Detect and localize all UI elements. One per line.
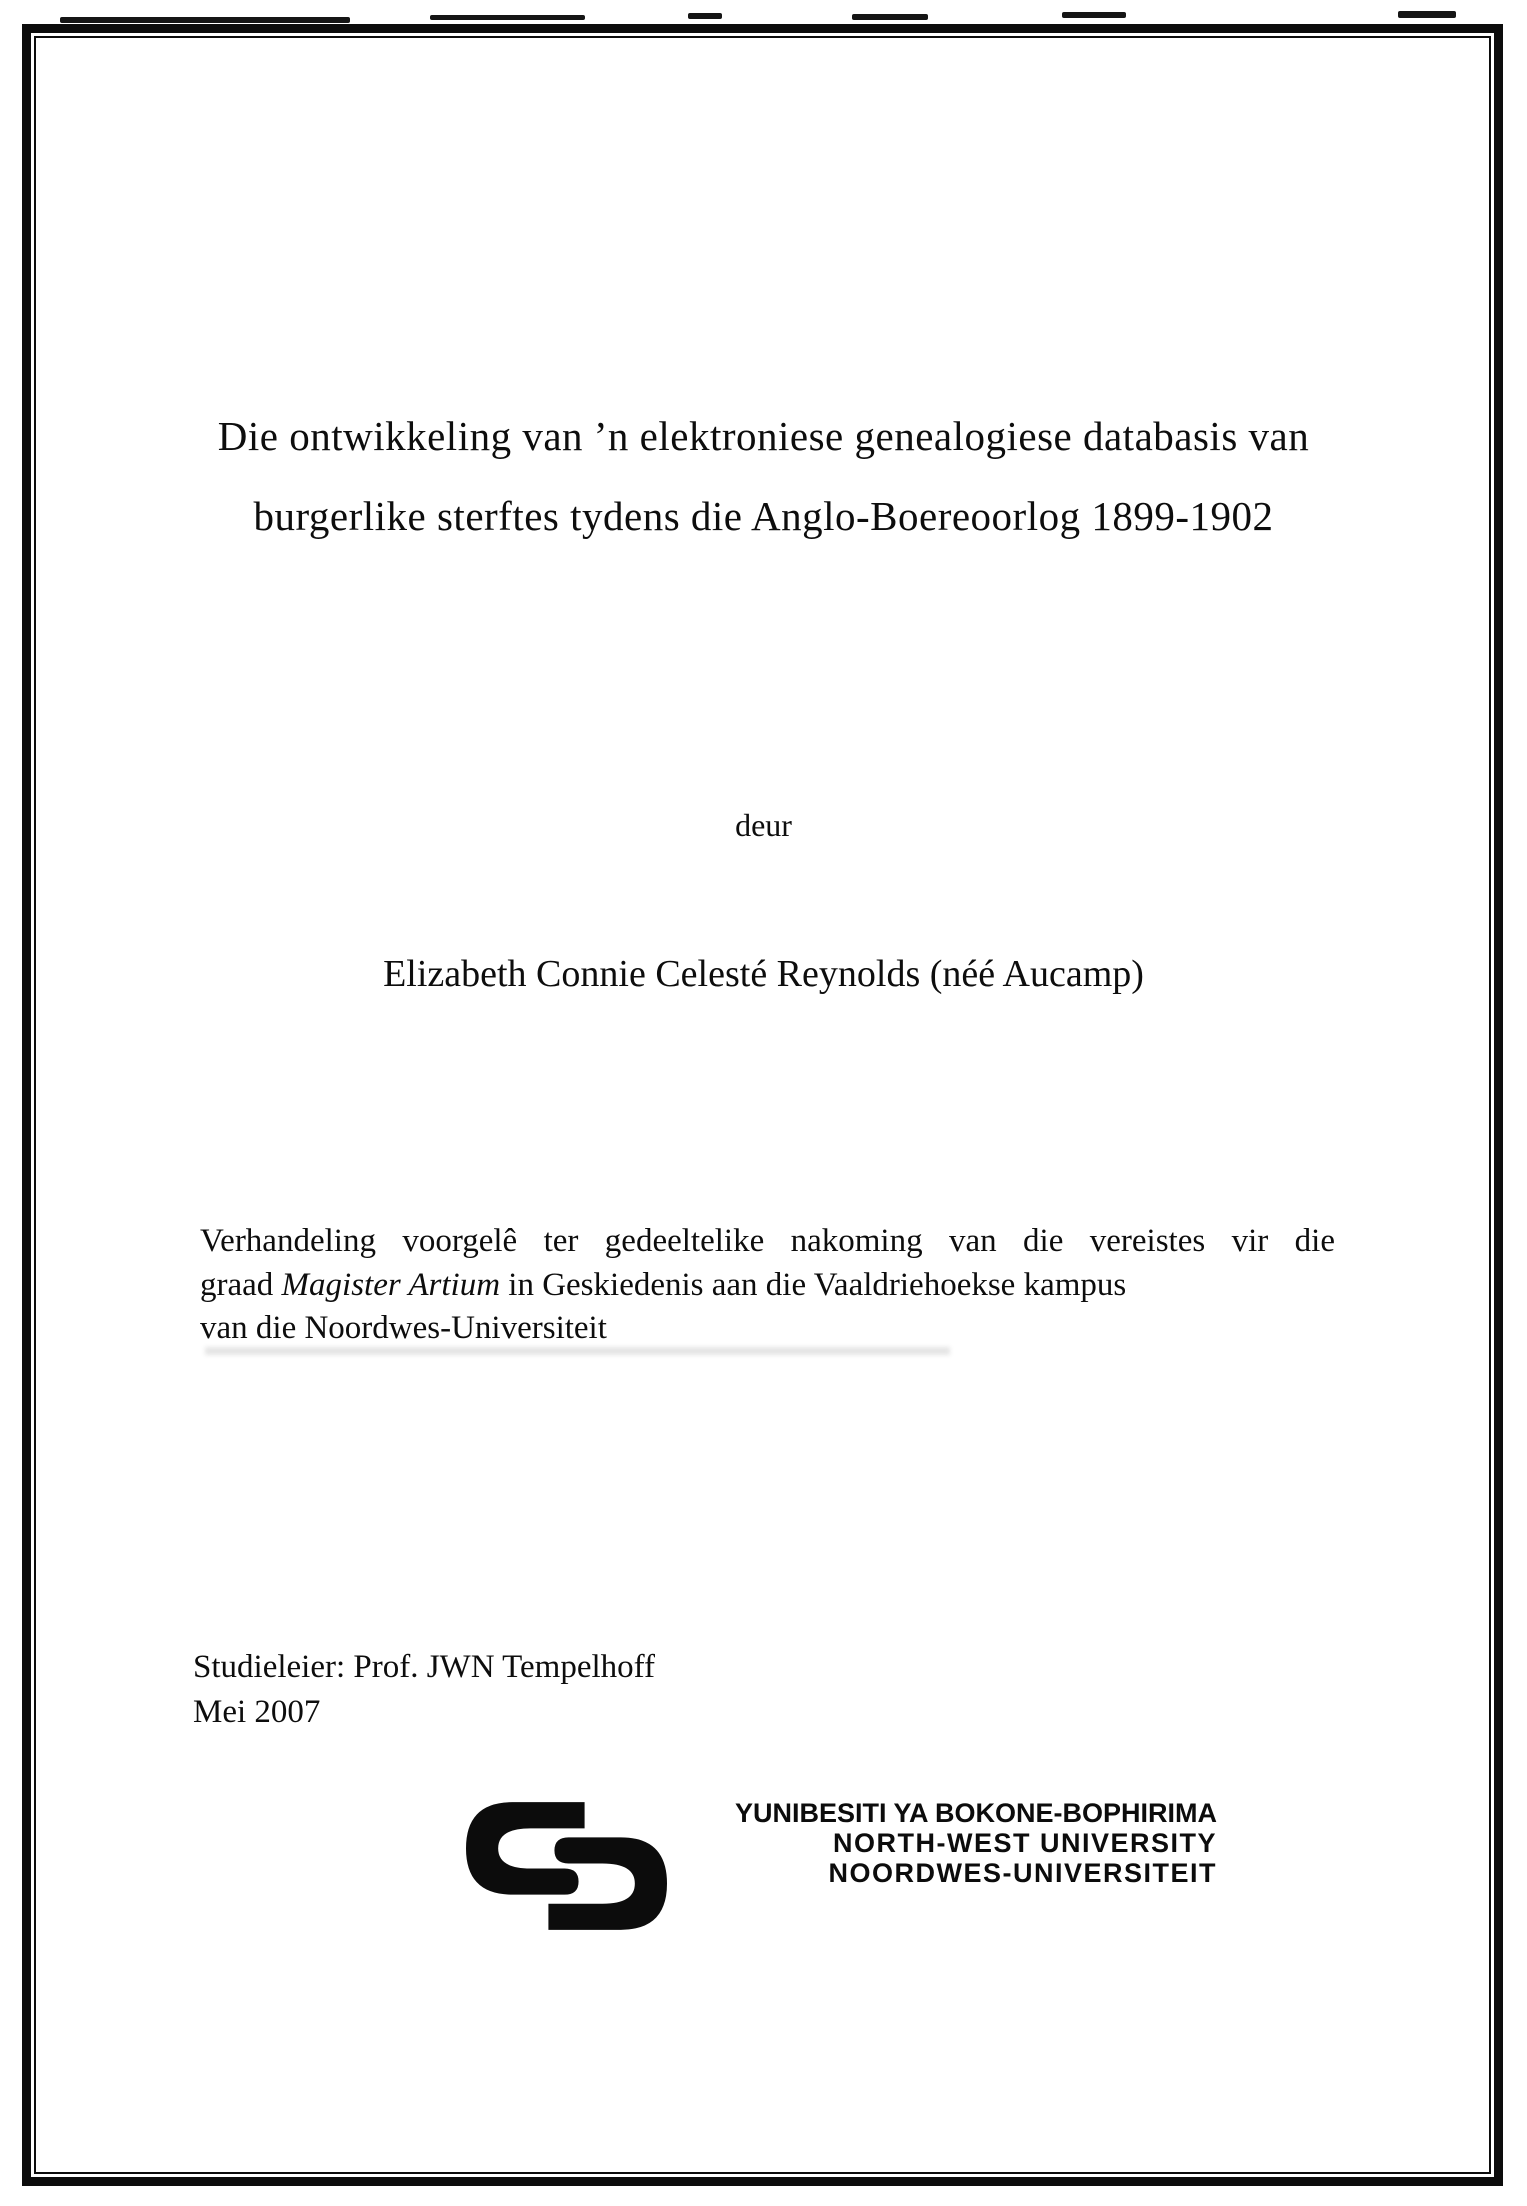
supervisor-block	[193, 1645, 655, 1735]
scan-artifact	[1398, 11, 1456, 18]
thesis-title-line2: burgerlike sterftes tydens die Anglo-Boereoorlog 1899-1902	[253, 493, 1274, 539]
submission-line1: Verhandeling voorgelê ter gedeeltelike nakoming van die vereistes vir die	[200, 1223, 1335, 1259]
submission-line2-suffix: in Geskiedenis aan die Vaaldriehoekse kampus	[500, 1266, 1127, 1303]
scan-artifact	[430, 15, 585, 20]
scan-artifact	[1062, 12, 1126, 18]
degree-name: Magister Artium	[281, 1266, 501, 1303]
scan-artifact	[852, 14, 928, 20]
university-logo	[466, 1798, 1217, 1958]
university-logo-text	[717, 1798, 1217, 1888]
supervisor-line: Studieleier: Prof. JWN Tempelhoff	[193, 1649, 656, 1685]
logo-text-english: NORTH-WEST UNIVERSITY	[832, 1828, 1217, 1858]
nwu-interlocked-links-icon	[466, 1802, 667, 1930]
ink-bleedthrough-artifact	[205, 1347, 950, 1355]
submission-line3: van die Noordwes-Universiteit	[200, 1310, 607, 1346]
submission-line2-prefix: graad	[200, 1266, 282, 1303]
scan-artifact	[688, 13, 722, 19]
author-name: Elizabeth Connie Celesté Reynolds (néé Aucamp)	[383, 953, 1144, 995]
thesis-title-line1: Die ontwikkeling van ’n elektroniese genealogiese databasis van	[217, 413, 1310, 459]
submission-line2	[200, 1264, 1335, 1308]
logo-text-afrikaans: NOORDWES-UNIVERSITEIT	[828, 1858, 1217, 1888]
byline-label: deur	[735, 807, 792, 843]
date-line: Mei 2007	[193, 1694, 321, 1730]
logo-text-setswana: YUNIBESITI YA BOKONE-BOPHIRIMA	[734, 1798, 1217, 1828]
thesis-title	[40, 396, 1487, 556]
submission-statement	[200, 1220, 1335, 1351]
scan-artifact	[60, 17, 350, 23]
